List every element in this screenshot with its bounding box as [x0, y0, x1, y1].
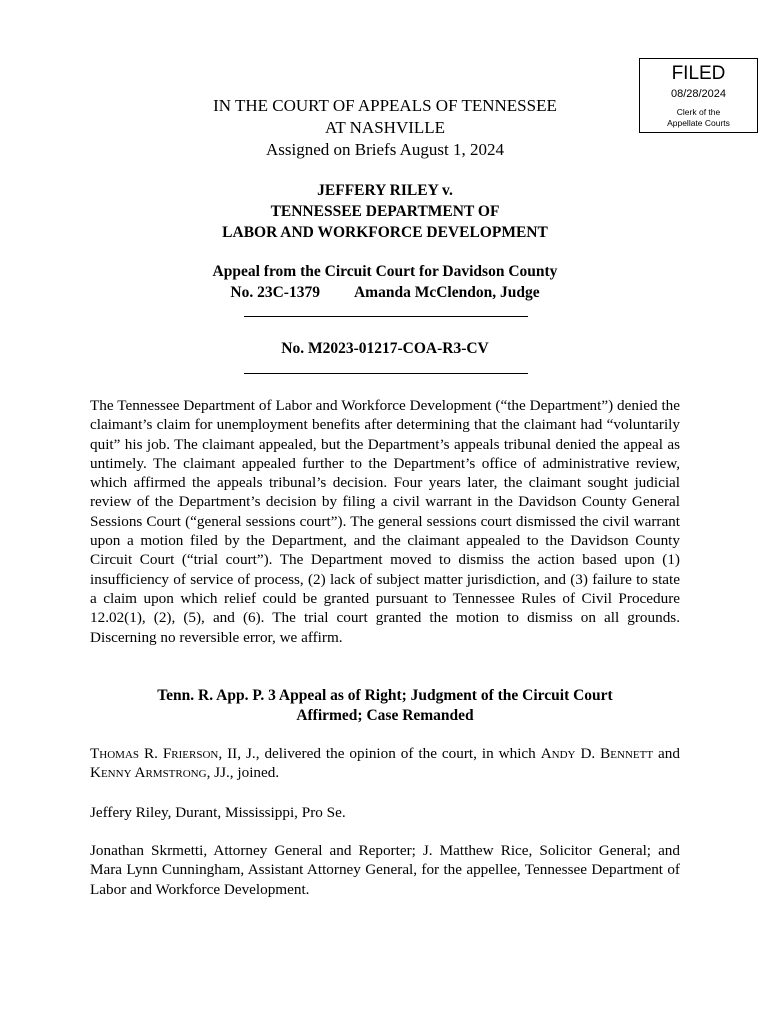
trial-judge: Amanda McClendon, Judge	[353, 284, 540, 301]
joined-tail: , JJ., joined.	[206, 764, 280, 782]
summary-paragraph: The Tennessee Department of Labor and Workforce Development (“the Department”) denied the claimant’s claim for unemployment benefits after determining that the claimant had “voluntarily quit” his job. The claimant appealed, but the Department’s appeals tribunal denied the appeal as untimely. The claimant appealed further to the Department’s office of administrative review, which affirmed the appeals tribunal’s decision. Four years later, the claimant sought judicial review of the Department’s decision by filing a civil warrant in the Davidson County General Sessions Court (“general sessions court”). The general sessions court dismissed the civil warrant upon a motion filed by the Department, and the claimant appealed to the Davidson County Circuit Court (“trial court”). The Department moved to dismiss the action based upon (1) insufficiency of service of process, (2) lack of subject matter jurisdiction, and (3) failure to state a claim upon which relief could be granted pursuant to Tennessee Rules of Civil Procedure 12.02(1), (2), (5), and (6). The trial court granted the motion to dismiss on all grounds. Discerning no reversible error, we affirm.	[90, 397, 680, 646]
caption-line3: LABOR AND WORKFORCE DEVELOPMENT	[222, 224, 548, 241]
judge-bennett: Andy D. Bennett	[540, 745, 654, 762]
opinion-author-paragraph	[90, 744, 680, 783]
appellee-counsel: Jonathan Skrmetti, Attorney General and Reporter; J. Matthew Rice, Solicitor General; and Mara Lynn Cunningham, Assistant Attorney General, for the appellee, Tennessee Department of Labor and Workforce Development.	[90, 842, 680, 898]
joiner: and	[653, 745, 680, 762]
author-suffix: , II, J., delivered the opinion of the court, in which	[218, 745, 541, 762]
divider-top	[244, 316, 528, 317]
stamp-line1: Clerk of the	[676, 107, 721, 117]
stamp-line2: Appellate Courts	[667, 118, 730, 128]
appeal-from: Appeal from the Circuit Court for Davidson County	[212, 263, 558, 280]
court-name-line2: AT NASHVILLE	[324, 118, 446, 137]
disposition-line2: Affirmed; Case Remanded	[296, 707, 474, 724]
appellant-counsel: Jeffery Riley, Durant, Mississippi, Pro Se.	[90, 804, 346, 821]
caption-line2: TENNESSEE DEPARTMENT OF	[270, 203, 500, 220]
court-name-line1: IN THE COURT OF APPEALS OF TENNESSEE	[213, 96, 557, 115]
author-name: Thomas R. Frierson	[90, 745, 219, 762]
disposition-line1: Tenn. R. App. P. 3 Appeal as of Right; Judgment of the Circuit Court	[157, 687, 613, 704]
trial-number: No. 23C-1379	[230, 284, 320, 301]
judge-armstrong: Kenny Armstrong	[90, 764, 207, 782]
stamp-title: FILED	[671, 63, 726, 84]
assigned-date: Assigned on Briefs August 1, 2024	[266, 140, 504, 159]
trial-info	[90, 282, 680, 303]
docket-number: No. M2023-01217-COA-R3-CV	[281, 340, 489, 357]
stamp-date: 08/28/2024	[670, 88, 727, 100]
divider-bottom	[244, 373, 528, 374]
caption-line1: JEFFERY RILEY v.	[317, 182, 453, 199]
